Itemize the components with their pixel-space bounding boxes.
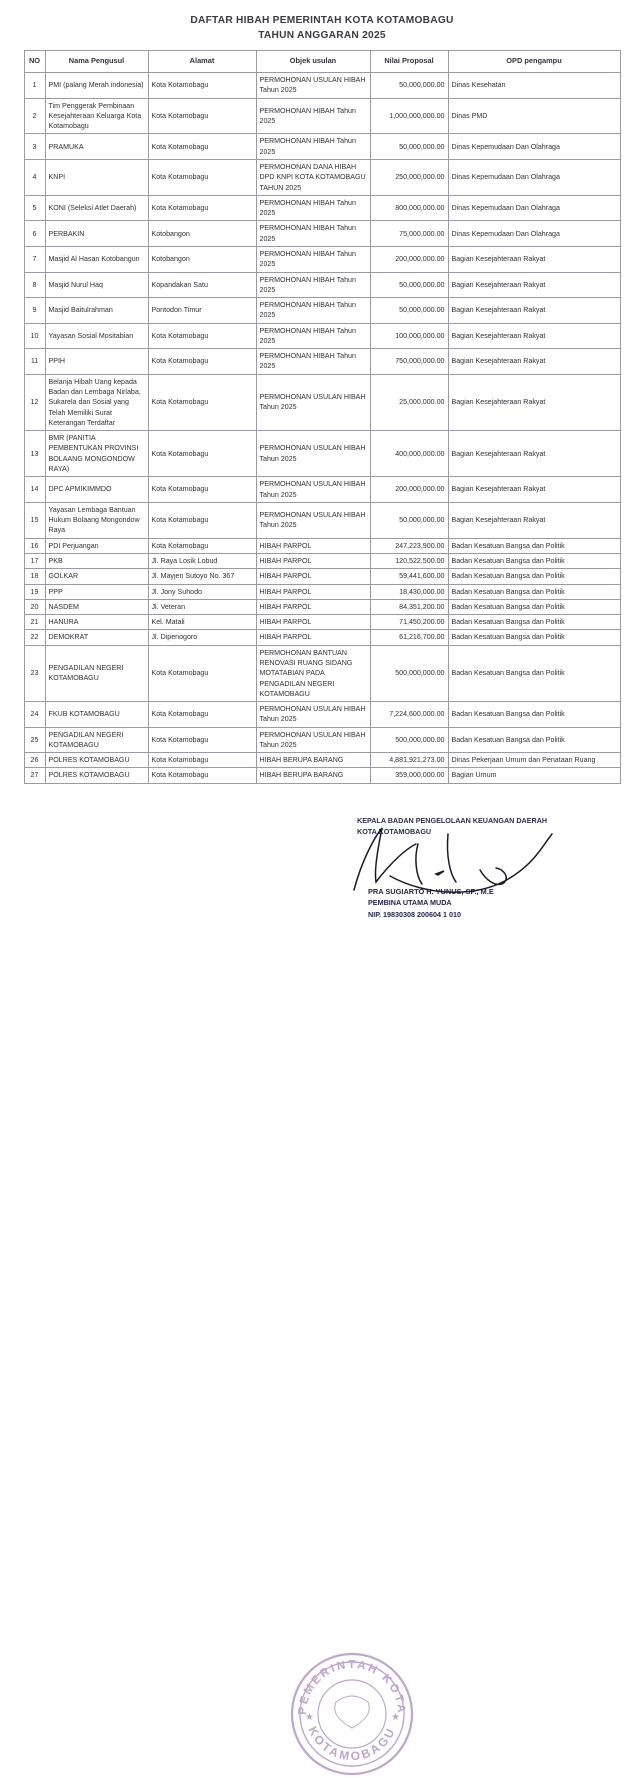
cell-nilai-proposal: 71,450,200.00 [370,615,448,630]
table-row [24,599,620,614]
signatory-name: PRA SUGIARTO H. YUNUS, SP., M.E [368,887,494,896]
table-row [24,431,620,477]
cell-nama-pengusul: DPC APMIKIMMDO [45,477,148,503]
cell-objek-usulan: HIBAH PARPOL [256,569,370,584]
cell-alamat: Kota Kotamobagu [148,702,256,728]
column-header-alamat: Alamat [148,51,256,73]
cell-no: 25 [24,727,45,753]
cell-nama-pengusul: PKB [45,553,148,568]
cell-nama-pengusul: PPP [45,584,148,599]
cell-objek-usulan: PERMOHONAN HIBAH Tahun 2025 [256,98,370,134]
cell-opd-pengampu: Bagian Kesejahteraan Rakyat [448,374,620,430]
cell-nilai-proposal: 50,000,000.00 [370,298,448,324]
table-row [24,569,620,584]
cell-nilai-proposal: 50,000,000.00 [370,272,448,298]
table-row [24,272,620,298]
table-row [24,538,620,553]
cell-objek-usulan: PERMOHONAN BANTUAN RENOVASI RUANG SIDANG MOTATABIAN PADA PENGADILAN NEGERI KOTAMOBAGU [256,645,370,701]
cell-no: 11 [24,349,45,375]
cell-no: 23 [24,645,45,701]
table-row [24,195,620,221]
cell-objek-usulan: HIBAH PARPOL [256,538,370,553]
cell-objek-usulan: PERMOHONAN USULAN HIBAH Tahun 2025 [256,73,370,99]
cell-alamat: Kota Kotamobagu [148,477,256,503]
cell-nama-pengusul: PPIH [45,349,148,375]
cell-alamat: Kota Kotamobagu [148,538,256,553]
table-row [24,134,620,160]
cell-objek-usulan: HIBAH PARPOL [256,584,370,599]
cell-nama-pengusul: KONI (Seleksi Atlet Daerah) [45,195,148,221]
official-stamp-icon [288,1650,416,1778]
cell-opd-pengampu: Badan Kesatuan Bangsa dan Politik [448,599,620,614]
cell-nama-pengusul: PENGADILAN NEGERI KOTAMOBAGU [45,645,148,701]
table-row [24,298,620,324]
cell-nilai-proposal: 200,000,000.00 [370,246,448,272]
cell-nama-pengusul: NASDEM [45,599,148,614]
cell-opd-pengampu: Badan Kesatuan Bangsa dan Politik [448,645,620,701]
cell-nama-pengusul: BMR (PANITIA PEMBENTUKAN PROVINSI BOLAANG MONGONDOW RAYA) [45,431,148,477]
cell-nama-pengusul: Masjid Al Hasan Kotobangun [45,246,148,272]
cell-opd-pengampu: Bagian Kesejahteraan Rakyat [448,298,620,324]
cell-objek-usulan: HIBAH PARPOL [256,599,370,614]
table-row [24,374,620,430]
cell-alamat: Kota Kotamobagu [148,323,256,349]
cell-alamat: Kota Kotamobagu [148,349,256,375]
table-row [24,323,620,349]
cell-nilai-proposal: 84,351,200.00 [370,599,448,614]
cell-no: 22 [24,630,45,645]
cell-opd-pengampu: Badan Kesatuan Bangsa dan Politik [448,702,620,728]
cell-nilai-proposal: 61,216,700.00 [370,630,448,645]
cell-opd-pengampu: Dinas Kepemudaan Dan Olahraga [448,221,620,247]
cell-opd-pengampu: Bagian Umum [448,768,620,783]
cell-alamat: Kota Kotamobagu [148,768,256,783]
cell-nilai-proposal: 500,000,000.00 [370,727,448,753]
cell-no: 24 [24,702,45,728]
cell-objek-usulan: PERMOHONAN DANA HIBAH DPD KNPI KOTA KOTAMOBAGU TAHUN 2025 [256,159,370,195]
cell-no: 6 [24,221,45,247]
cell-opd-pengampu: Bagian Kesejahteraan Rakyat [448,323,620,349]
cell-nama-pengusul: Belanja Hibah Uang kepada Badan dan Lembaga Nirlaba, Sukarela dan Sosial yang Telah Memiliki Surat Keterangan Terdaftar [45,374,148,430]
page-title: DAFTAR HIBAH PEMERINTAH KOTA KOTAMOBAGU [190,15,454,26]
cell-no: 10 [24,323,45,349]
cell-objek-usulan: HIBAH PARPOL [256,630,370,645]
table-row [24,768,620,783]
cell-nama-pengusul: Masjid Nurul Haq [45,272,148,298]
table-row [24,753,620,768]
svg-text:KOTAMOBAGU: KOTAMOBAGU [305,1724,399,1764]
cell-no: 13 [24,431,45,477]
table-row [24,98,620,134]
cell-alamat: Kotobangon [148,221,256,247]
cell-objek-usulan: PERMOHONAN HIBAH Tahun 2025 [256,221,370,247]
signatory-details [368,886,638,920]
cell-opd-pengampu: Dinas Kesehatan [448,73,620,99]
cell-nilai-proposal: 200,000,000.00 [370,477,448,503]
cell-objek-usulan: PERMOHONAN USULAN HIBAH Tahun 2025 [256,431,370,477]
column-header-opd-pengampu: OPD pengampu [448,51,620,73]
svg-text:★: ★ [391,1712,400,1723]
cell-opd-pengampu: Bagian Kesejahteraan Rakyat [448,431,620,477]
cell-no: 21 [24,615,45,630]
cell-objek-usulan: PERMOHONAN HIBAH Tahun 2025 [256,195,370,221]
cell-alamat: Kota Kotamobagu [148,73,256,99]
cell-opd-pengampu: Dinas Kepemudaan Dan Olahraga [448,134,620,160]
cell-no: 9 [24,298,45,324]
cell-nama-pengusul: Masjid Baitulrahman [45,298,148,324]
cell-opd-pengampu: Bagian Kesejahteraan Rakyat [448,477,620,503]
cell-objek-usulan: PERMOHONAN USULAN HIBAH Tahun 2025 [256,727,370,753]
signatory-nip: NIP. 19830308 200604 1 010 [368,909,461,919]
table-row [24,702,620,728]
table-row [24,502,620,538]
cell-no: 26 [24,753,45,768]
cell-objek-usulan: PERMOHONAN HIBAH Tahun 2025 [256,134,370,160]
table-row [24,221,620,247]
cell-no: 27 [24,768,45,783]
cell-nama-pengusul: Tim Penggerak Pembinaan Kesejahteraan Keluarga Kota Kotamobagu [45,98,148,134]
cell-no: 3 [24,134,45,160]
cell-alamat: Kota Kotamobagu [148,374,256,430]
cell-alamat: Kota Kotamobagu [148,159,256,195]
cell-no: 5 [24,195,45,221]
cell-opd-pengampu: Badan Kesatuan Bangsa dan Politik [448,538,620,553]
signatory-rank: PEMBINA UTAMA MUDA [368,898,452,908]
cell-alamat: Kota Kotamobagu [148,753,256,768]
signature-title-line2: KOTA KOTAMOBAGU [357,826,432,836]
cell-nama-pengusul: KNPI [45,159,148,195]
cell-no: 12 [24,374,45,430]
cell-objek-usulan: PERMOHONAN USULAN HIBAH Tahun 2025 [256,374,370,430]
cell-opd-pengampu: Badan Kesatuan Bangsa dan Politik [448,584,620,599]
cell-objek-usulan: PERMOHONAN HIBAH Tahun 2025 [256,272,370,298]
cell-nama-pengusul: PDI Perjuangan [45,538,148,553]
hibah-table [24,50,621,784]
cell-opd-pengampu: Bagian Kesejahteraan Rakyat [448,349,620,375]
signature-title-line1: KEPALA BADAN PENGELOLAAN KEUANGAN DAERAH [357,816,548,825]
cell-opd-pengampu: Dinas PMD [448,98,620,134]
cell-nilai-proposal: 50,000,000.00 [370,502,448,538]
table-row [24,73,620,99]
cell-opd-pengampu: Bagian Kesejahteraan Rakyat [448,246,620,272]
cell-objek-usulan: PERMOHONAN USULAN HIBAH Tahun 2025 [256,702,370,728]
column-header-no: NO [24,51,45,73]
cell-opd-pengampu: Badan Kesatuan Bangsa dan Politik [448,569,620,584]
cell-objek-usulan: PERMOHONAN HIBAH Tahun 2025 [256,298,370,324]
cell-no: 16 [24,538,45,553]
cell-opd-pengampu: Badan Kesatuan Bangsa dan Politik [448,630,620,645]
cell-nilai-proposal: 25,000,000.00 [370,374,448,430]
cell-nama-pengusul: HANURA [45,615,148,630]
table-row [24,584,620,599]
cell-opd-pengampu: Badan Kesatuan Bangsa dan Politik [448,553,620,568]
cell-alamat: Kel. Matali [148,615,256,630]
cell-nama-pengusul: Yayasan Sosial Mositabian [45,323,148,349]
cell-nama-pengusul: PERBAKIN [45,221,148,247]
cell-objek-usulan: PERMOHONAN HIBAH Tahun 2025 [256,323,370,349]
cell-nilai-proposal: 50,000,000.00 [370,73,448,99]
cell-nama-pengusul: FKUB KOTAMOBAGU [45,702,148,728]
cell-nilai-proposal: 800,000,000.00 [370,195,448,221]
cell-no: 14 [24,477,45,503]
cell-opd-pengampu: Badan Kesatuan Bangsa dan Politik [448,727,620,753]
table-row [24,615,620,630]
cell-no: 15 [24,502,45,538]
cell-alamat: Kota Kotamobagu [148,727,256,753]
cell-alamat: Jl. Dipenogoro [148,630,256,645]
cell-objek-usulan: PERMOHONAN HIBAH Tahun 2025 [256,246,370,272]
cell-nama-pengusul: POLRES KOTAMOBAGU [45,768,148,783]
cell-alamat: Kota Kotamobagu [148,645,256,701]
cell-nilai-proposal: 1,000,000,000.00 [370,98,448,134]
cell-nilai-proposal: 75,000,000.00 [370,221,448,247]
cell-alamat: Jl. Mayjen Sutoyo No. 367 [148,569,256,584]
cell-nilai-proposal: 100,000,000.00 [370,323,448,349]
cell-no: 8 [24,272,45,298]
cell-nilai-proposal: 247,223,900.00 [370,538,448,553]
cell-opd-pengampu: Bagian Kesejahteraan Rakyat [448,502,620,538]
cell-nilai-proposal: 7,224,600,000.00 [370,702,448,728]
column-header-objek-usulan: Objek usulan [256,51,370,73]
document-footer [0,812,644,1764]
cell-objek-usulan: HIBAH BERUPA BARANG [256,768,370,783]
table-row [24,159,620,195]
table-body [24,73,620,784]
cell-nilai-proposal: 50,000,000.00 [370,134,448,160]
cell-nilai-proposal: 500,000,000.00 [370,645,448,701]
table-row [24,630,620,645]
cell-objek-usulan: HIBAH BERUPA BARANG [256,753,370,768]
cell-nama-pengusul: DEMOKRAT [45,630,148,645]
cell-nama-pengusul: GOLKAR [45,569,148,584]
cell-nilai-proposal: 750,000,000.00 [370,349,448,375]
table-row [24,553,620,568]
cell-alamat: Kopandakan Satu [148,272,256,298]
cell-opd-pengampu: Bagian Kesejahteraan Rakyat [448,272,620,298]
cell-nilai-proposal: 18,430,000.00 [370,584,448,599]
cell-no: 7 [24,246,45,272]
cell-alamat: Jl. Jony Suhodo [148,584,256,599]
cell-no: 18 [24,569,45,584]
cell-objek-usulan: HIBAH PARPOL [256,615,370,630]
cell-alamat: Kotobangon [148,246,256,272]
cell-no: 2 [24,98,45,134]
cell-alamat: Kota Kotamobagu [148,431,256,477]
cell-nilai-proposal: 400,000,000.00 [370,431,448,477]
cell-no: 1 [24,73,45,99]
cell-nama-pengusul: PRAMUKA [45,134,148,160]
cell-no: 17 [24,553,45,568]
svg-text:PEMERINTAH KOTA: PEMERINTAH KOTA [296,1658,408,1716]
cell-alamat: Jl. Veteran [148,599,256,614]
cell-nilai-proposal: 4,881,921,273.00 [370,753,448,768]
cell-alamat: Jl. Raya Losik Lobud [148,553,256,568]
table-row [24,477,620,503]
page-subtitle: TAHUN ANGGARAN 2025 [258,30,386,41]
table-row [24,349,620,375]
signature-title [357,816,632,838]
cell-alamat: Kota Kotamobagu [148,98,256,134]
cell-nama-pengusul: Yayasan Lembaga Bantuan Hukum Bolaang Mongondow Raya [45,502,148,538]
cell-objek-usulan: PERMOHONAN USULAN HIBAH Tahun 2025 [256,502,370,538]
cell-nama-pengusul: PENGADILAN NEGERI KOTAMOBAGU [45,727,148,753]
cell-nama-pengusul: PMI (palang Merah indonesia) [45,73,148,99]
cell-opd-pengampu: Dinas Pekerjaan Umum dan Penataan Ruang [448,753,620,768]
cell-alamat: Kota Kotamobagu [148,195,256,221]
cell-objek-usulan: PERMOHONAN HIBAH Tahun 2025 [256,349,370,375]
cell-nilai-proposal: 59,441,600.00 [370,569,448,584]
cell-alamat: Kota Kotamobagu [148,134,256,160]
cell-nilai-proposal: 120,522,500.00 [370,553,448,568]
table-row [24,727,620,753]
table-row [24,645,620,701]
cell-nama-pengusul: POLRES KOTAMOBAGU [45,753,148,768]
cell-no: 20 [24,599,45,614]
column-header-nama-pengusul: Nama Pengusul [45,51,148,73]
cell-nilai-proposal: 359,000,000.00 [370,768,448,783]
cell-nilai-proposal: 250,000,000.00 [370,159,448,195]
cell-opd-pengampu: Dinas Kepemudaan Dan Olahraga [448,159,620,195]
cell-no: 19 [24,584,45,599]
svg-text:★: ★ [305,1712,314,1723]
cell-no: 4 [24,159,45,195]
cell-alamat: Kota Kotamobagu [148,502,256,538]
cell-opd-pengampu: Dinas Kepemudaan Dan Olahraga [448,195,620,221]
cell-alamat: Pontodon Timur [148,298,256,324]
cell-opd-pengampu: Badan Kesatuan Bangsa dan Politik [448,615,620,630]
table-row [24,246,620,272]
cell-objek-usulan: HIBAH PARPOL [256,553,370,568]
table-header-row [24,51,620,73]
cell-objek-usulan: PERMOHONAN USULAN HIBAH Tahun 2025 [256,477,370,503]
column-header-nilai-proposal: Nilai Proposal [370,51,448,73]
